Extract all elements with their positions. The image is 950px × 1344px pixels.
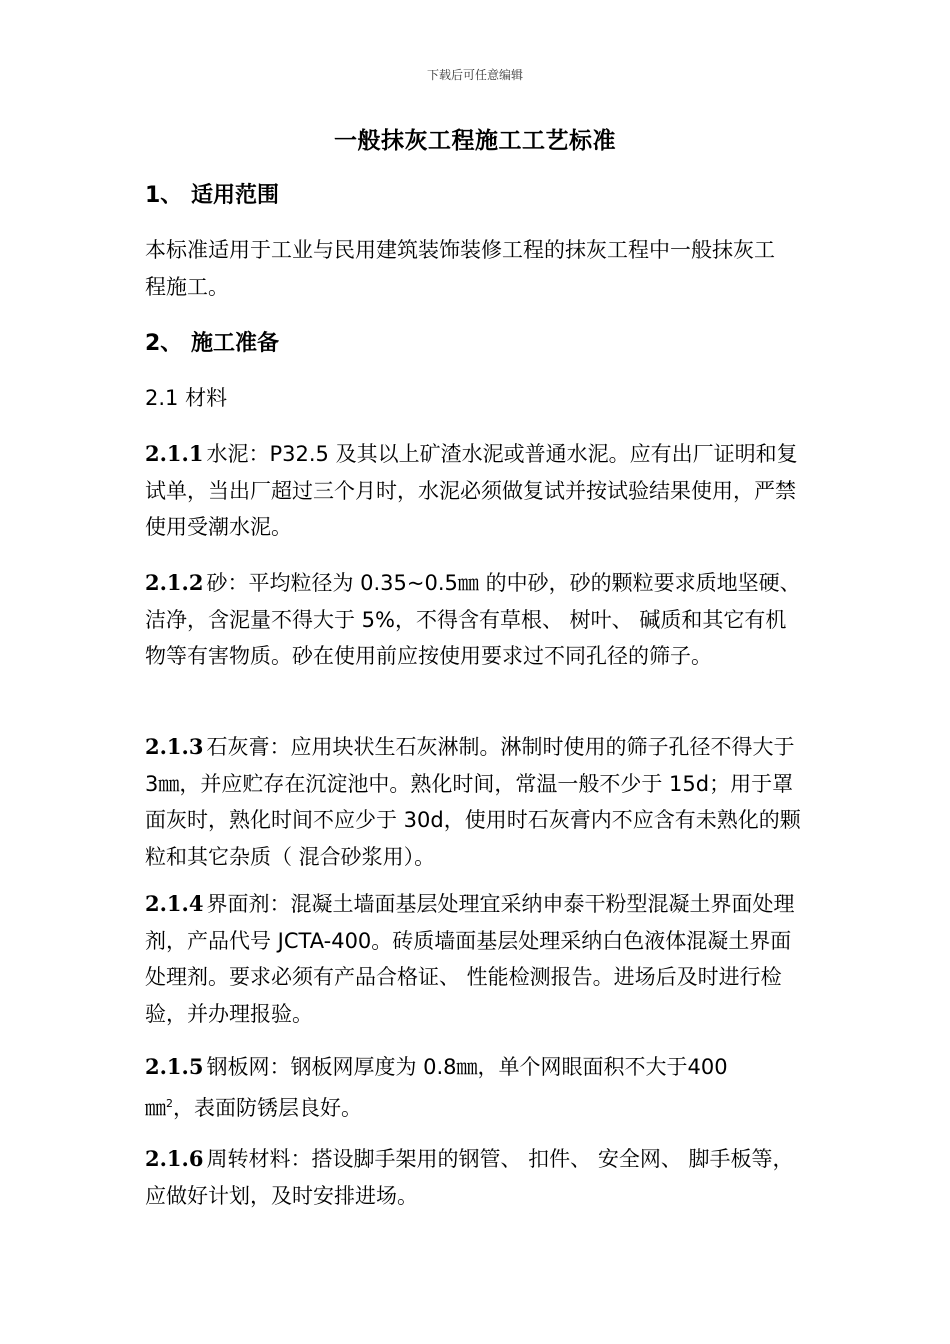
item-text: 界面剂：混凝土墙面基层处理宜采纳申泰干粉型混凝土界面处理剂，产品代号 JCTA-400。砖质墙面基层处理采纳白色液体混凝土界面处理剂。要求必须有产品合格证、 性能检测报告。进场后及时进行检验，并办理报验。 (145, 892, 795, 1026)
scope-paragraph: 本标准适用于工业与民用建筑装饰装修工程的抹灰工程中一般抹灰工程施工。 (145, 238, 775, 299)
material-item (145, 886, 805, 1032)
header-note: 下载后可任意编辑 (426, 68, 523, 82)
material-item (145, 1141, 805, 1214)
item-code: 2.1.1 (145, 441, 204, 466)
item-code: 2.1.5 (145, 1054, 204, 1079)
item-code: 2.1.6 (145, 1146, 204, 1171)
section-heading-2 (145, 326, 279, 357)
item-code: 2.1.2 (145, 570, 204, 595)
item-code: 2.1.3 (145, 734, 204, 759)
section-title: 施工准备 (191, 331, 280, 356)
item-text: 400㎜ (145, 1055, 728, 1120)
material-item (145, 436, 805, 546)
material-item (145, 1049, 745, 1126)
section-number: 2、 (145, 331, 183, 356)
item-text: ，表面防锈层良好。 (173, 1095, 362, 1120)
material-item (145, 729, 805, 875)
item-text: 周转材料：搭设脚手架用的钢管、 扣件、 安全网、 脚手板等，应做好计划，及时安排进场。 (145, 1147, 794, 1208)
item-text: 石灰膏：应用块状生石灰淋制。淋制时使用的筛子孔径不得大于 3㎜，并应贮存在沉淀池中。熟化时间，常温一般不少于 15d；用于罩面灰时，熟化时间不应少于 30d，使用时石灰膏内不应含有未熟化的颗粒和其它杂质（ 混合砂浆用）。 (145, 735, 801, 869)
item-text: 砂：平均粒径为 0.35~0.5㎜ 的中砂，砂的颗粒要求质地坚硬、 洁净，含泥量不得大于 5%，不得含有草根、 树叶、 碱质和其它有机物等有害物质。砂在使用前应按使用要求过不同孔径的筛子。 (145, 571, 801, 668)
material-item (145, 565, 805, 675)
section-number: 1、 (145, 183, 183, 208)
materials-heading: 2.1 材料 (145, 386, 228, 410)
document-title: 一般抹灰工程施工工艺标准 (334, 128, 616, 154)
section-title: 适用范围 (191, 183, 280, 208)
item-text: 水泥：P32.5 及其以上矿渣水泥或普通水泥。应有出厂证明和复试单，当出厂超过三个月时，水泥必须做复试并按试验结果使用，严禁使用受潮水泥。 (145, 442, 798, 539)
item-text: 钢板网：钢板网厚度为 0.8㎜，单个网眼面积不大于 (206, 1055, 688, 1079)
superscript: 2 (166, 1096, 173, 1110)
section-heading-1 (145, 178, 279, 209)
item-code: 2.1.4 (145, 891, 204, 916)
